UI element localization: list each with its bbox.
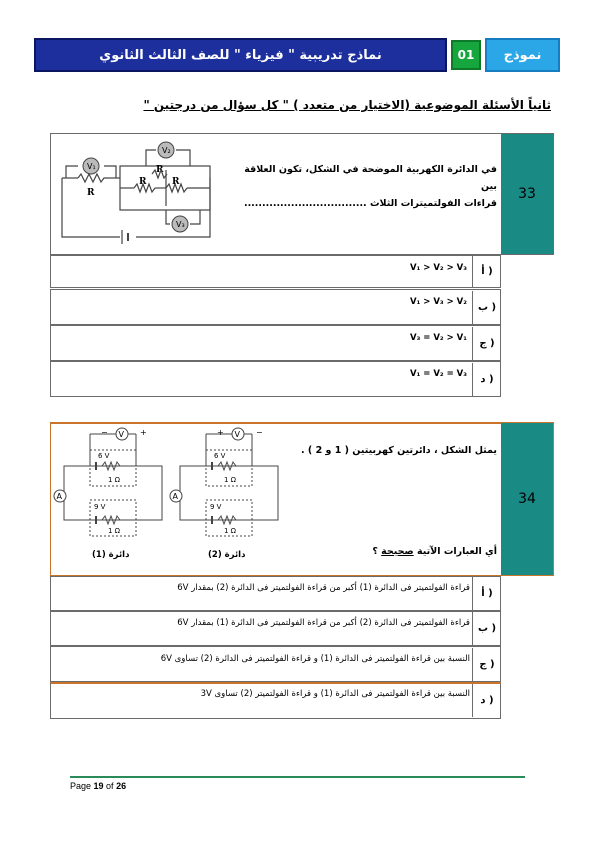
q33-option-c-letter: ج ) <box>472 327 501 360</box>
q34-option-a-row[interactable] <box>50 576 501 611</box>
resistor-label: R <box>139 177 147 187</box>
q33-number-cell <box>501 134 553 254</box>
ammeter-icon <box>54 490 66 502</box>
q34-option-b-letter: ب ) <box>472 612 501 645</box>
q34-option-d-row[interactable] <box>50 682 501 719</box>
q34-option-a-letter: أ ) <box>472 577 501 610</box>
svg-text:6 V: 6 V <box>214 452 226 460</box>
q33-text-line1: في الدائرة الكهربية الموضحة في الشكل، تكون العلاقة بين <box>244 164 497 192</box>
q33-option-c-row[interactable] <box>50 325 501 361</box>
svg-text:1 Ω: 1 Ω <box>224 527 237 535</box>
svg-text:−: − <box>256 428 263 437</box>
voltmeter-v3-icon <box>172 216 188 232</box>
page-current: 19 <box>93 781 104 791</box>
q33-option-b-letter: ب ) <box>472 291 501 324</box>
svg-text:A: A <box>172 492 178 501</box>
model-label-badge: نموذج <box>485 38 560 72</box>
q33-number: 33 <box>518 186 536 202</box>
header-title-banner <box>34 38 447 72</box>
q34-text-line2-prefix: أي العبارات الآتية <box>413 546 497 557</box>
q33-option-d-text: V₁ = V₂ = V₃ <box>410 369 467 379</box>
q33-option-d-letter: د ) <box>472 363 501 396</box>
q34-option-c-row[interactable] <box>50 646 501 682</box>
svg-text:9 V: 9 V <box>94 503 106 511</box>
q33-option-a-text: V₁ > V₂ > V₃ <box>410 263 467 273</box>
svg-text:V₃: V₃ <box>176 220 185 229</box>
q34-text-line1: يمثل الشكل ، دائرتين كهربيتين ( 1 و 2 ) . <box>300 445 497 456</box>
svg-text:−: − <box>101 428 108 437</box>
page-prefix: Page <box>70 781 94 791</box>
q34-question-text-top <box>277 442 497 459</box>
q33-text-line2: قراءات الفولتميترات الثلاث .................................. <box>243 198 497 209</box>
q33-option-c-text: V₃ = V₂ > V₁ <box>410 333 467 343</box>
q34-option-d-letter: د ) <box>472 684 501 717</box>
section-title: ثانياً الأسئلة الموضوعية (الاختيار من متعدد ) " كل سؤال من درجتين " <box>143 98 551 112</box>
resistor-label: R <box>87 188 95 198</box>
svg-text:1 Ω: 1 Ω <box>108 527 121 535</box>
q34-option-d-text: النسبة بين قراءة الفولتميتر فى الدائرة (1) و قراءة الفولتميتر (2) تساوى 3V <box>200 689 470 699</box>
q34-circuit-1-diagram <box>52 426 168 566</box>
page-total: 26 <box>116 781 127 791</box>
q33-option-b-row[interactable] <box>50 289 501 325</box>
svg-text:1 Ω: 1 Ω <box>108 476 121 484</box>
q34-text-emphasis: صحيحة <box>381 546 414 557</box>
q34-circuit-2-diagram <box>168 426 284 566</box>
resistor-label: R <box>172 177 180 187</box>
svg-text:6 V: 6 V <box>98 452 110 460</box>
svg-text:+: + <box>140 428 147 437</box>
q33-circuit-diagram <box>58 140 228 245</box>
q34-text-line2-suffix: ؟ <box>372 546 382 557</box>
footer-divider <box>70 776 525 778</box>
resistor-label: R <box>156 165 164 175</box>
model-number-badge: 01 <box>451 40 481 70</box>
q33-question-text <box>237 161 497 212</box>
q34-number-cell <box>501 423 553 575</box>
svg-text:1 Ω: 1 Ω <box>224 476 237 484</box>
q34-question-text-bottom <box>277 543 497 560</box>
circuit-1-label: دائرة (1) <box>92 550 130 560</box>
svg-text:A: A <box>56 492 62 501</box>
q33-option-b-text: V₁ > V₃ > V₂ <box>410 297 467 307</box>
q34-number: 34 <box>518 491 536 507</box>
q34-option-c-letter: ج ) <box>472 648 501 681</box>
q33-option-d-row[interactable] <box>50 361 501 397</box>
page-of: of <box>103 781 117 791</box>
svg-text:V₁: V₁ <box>87 162 96 171</box>
circuit-2-label: دائرة (2) <box>208 550 246 560</box>
q34-option-c-text: النسبة بين قراءة الفولتميتر فى الدائرة (1) و قراءة الفولتميتر فى الدائرة (2) تساوى 6V <box>160 654 470 664</box>
ammeter-icon <box>170 490 182 502</box>
q33-option-a-letter: أ ) <box>472 255 501 288</box>
q34-option-b-row[interactable] <box>50 611 501 646</box>
page-number <box>70 781 126 791</box>
svg-text:V: V <box>234 430 240 439</box>
svg-text:9 V: 9 V <box>210 503 222 511</box>
svg-text:V₂: V₂ <box>162 146 171 155</box>
svg-text:V: V <box>118 430 124 439</box>
q34-option-a-text: قراءة الفولتميتر فى الدائرة (1) أكبر من قراءة الفولتميتر فى الدائرة (2) بمقدار 6V <box>177 583 470 593</box>
voltmeter-v1-icon <box>83 158 99 174</box>
voltmeter-v2-icon <box>158 142 174 158</box>
q34-option-b-text: قراءة الفولتميتر فى الدائرة (2) أكبر من قراءة الفولتميتر فى الدائرة (1) بمقدار 6V <box>177 618 470 628</box>
svg-text:+: + <box>217 428 224 437</box>
voltmeter-icon <box>116 428 128 440</box>
header-title: نماذج تدريبية " فيزياء " للصف الثالث الثانوي <box>99 47 382 63</box>
voltmeter-icon <box>232 428 244 440</box>
